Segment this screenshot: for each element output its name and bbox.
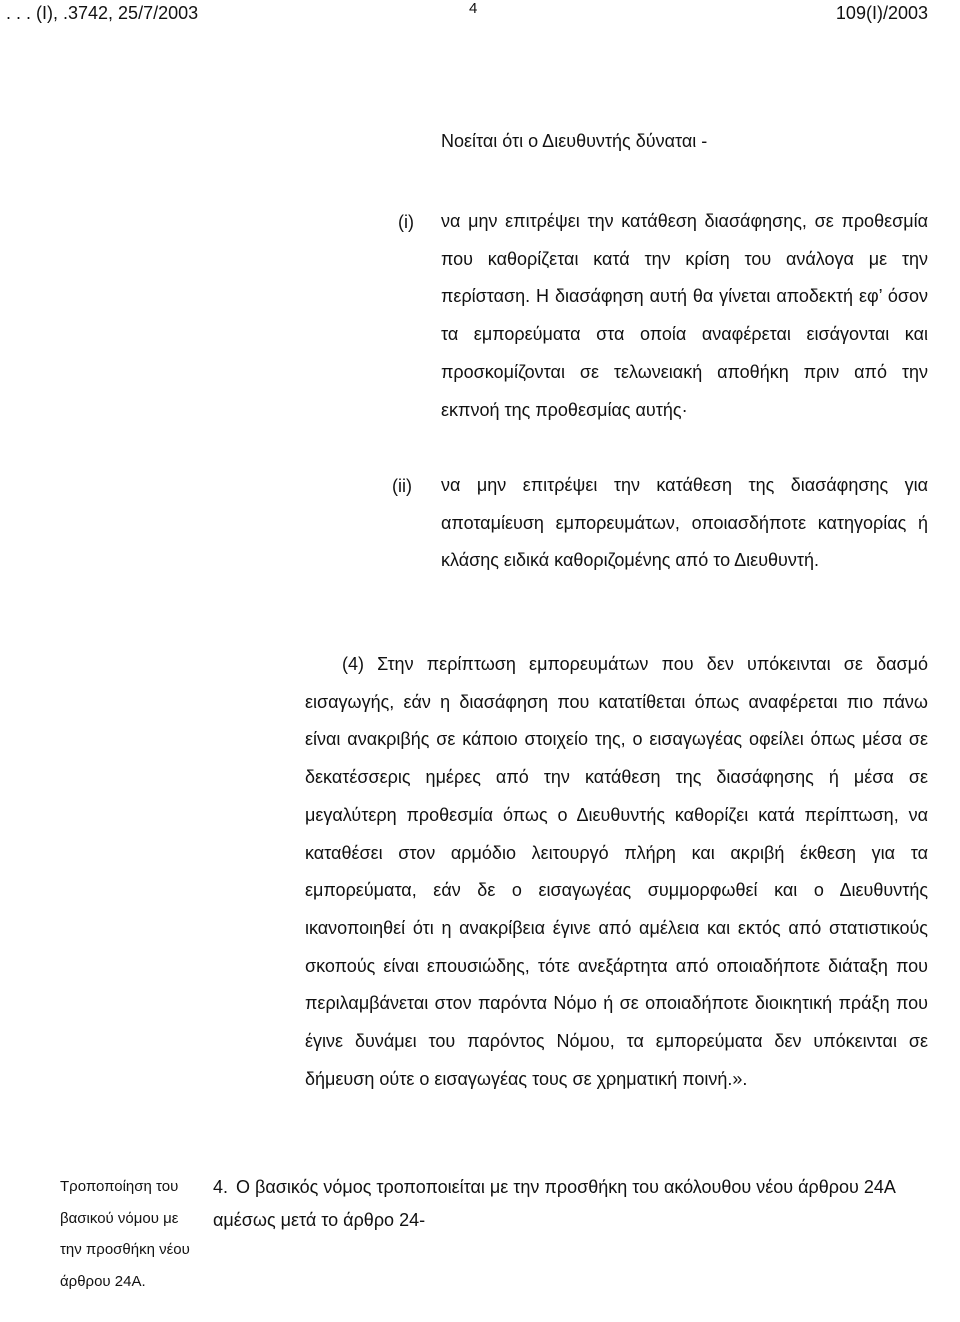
item-text-ii: να μην επιτρέψει την κατάθεση της διασάφησης για αποταμίευση εμπορευμάτων, οποιασδήποτε κατηγορίας ή κλάσης ειδικά καθοριζομένης από το Διευθυντή. xyxy=(441,475,928,571)
section-text: Ο βασικός νόμος τροποποιείται με την προσθήκη του ακόλουθου νέου άρθρου 24Α αμέσως μετά το άρθρο 24- xyxy=(213,1177,895,1230)
item-marker-i: (i) xyxy=(398,212,414,232)
subsection-4-paragraph: (4) Στην περίπτωση εμπορευμάτων που δεν υπόκεινται σε δασμό εισαγωγής, εάν η διασάφηση που κατατίθεται όπως αναφέρεται πιο πάνω είναι ανακριβής σε κάποιο στοιχείο της, ο εισαγωγέας οφείλει όπως μέσα σε δεκατέσσερις ημέρες από την κατάθεση της διασάφησης ή μέσα σε μεγαλύτερη προθεσμία όπως ο Διευθυντής καθορίζει κατά περίπτωση, να καταθέσει στον αρμόδιο λειτουργό πλήρη και ακριβή έκθεση για τα εμπορεύματα, εάν δε ο εισαγωγέας συμμορφωθεί και ο Διευθυντής ικανοποιηθεί ότι η ανακρίβεια έγινε από αμέλεια και εκτός από στατιστικούς σκοπούς είναι επουσιώδης, τότε ανεξάρτητα από οποιαδήποτε διάταξη που περιλαμβάνεται στον παρόντα Νόμο ή σε οποιαδήποτε διοικητική πράξη που έγινε δυνάμει του παρόντος Νόμου, τα εμπορεύματα δεν υπόκεινται σε δήμευση ούτε ο εισαγωγέας τους σε χρηματική ποινή.». xyxy=(305,654,928,1089)
marginal-note: Τροποποίηση του βασικού νόμου με την προσθήκη νέου άρθρου 24Α. xyxy=(60,1178,190,1290)
item-text-i: να μην επιτρέψει την κατάθεση διασάφησης, σε προθεσμία που καθορίζεται κατά την κρίση του ανάλογα με την περίσταση. Η διασάφηση αυτή θα γίνεται αποδεκτή εφ’ όσον τα εμπορεύματα στα οποία αναφέρεται εισάγονται και προσκομίζονται σε τελωνειακή αποθήκη πριν από την εκπνοή της προθεσμίας αυτής· xyxy=(441,211,928,420)
section-4 xyxy=(213,1171,928,1237)
law-number: 109(I)/2003 xyxy=(835,3,928,23)
proviso-intro: Νοείται ότι ο Διευθυντής δύναται - xyxy=(441,131,708,151)
section-number: 4. xyxy=(213,1177,229,1197)
item-marker-ii: (ii) xyxy=(392,476,412,496)
page-number: 4 xyxy=(469,0,478,17)
header-gazette-reference: . . . (I), .3742, 25/7/2003 xyxy=(6,3,199,23)
